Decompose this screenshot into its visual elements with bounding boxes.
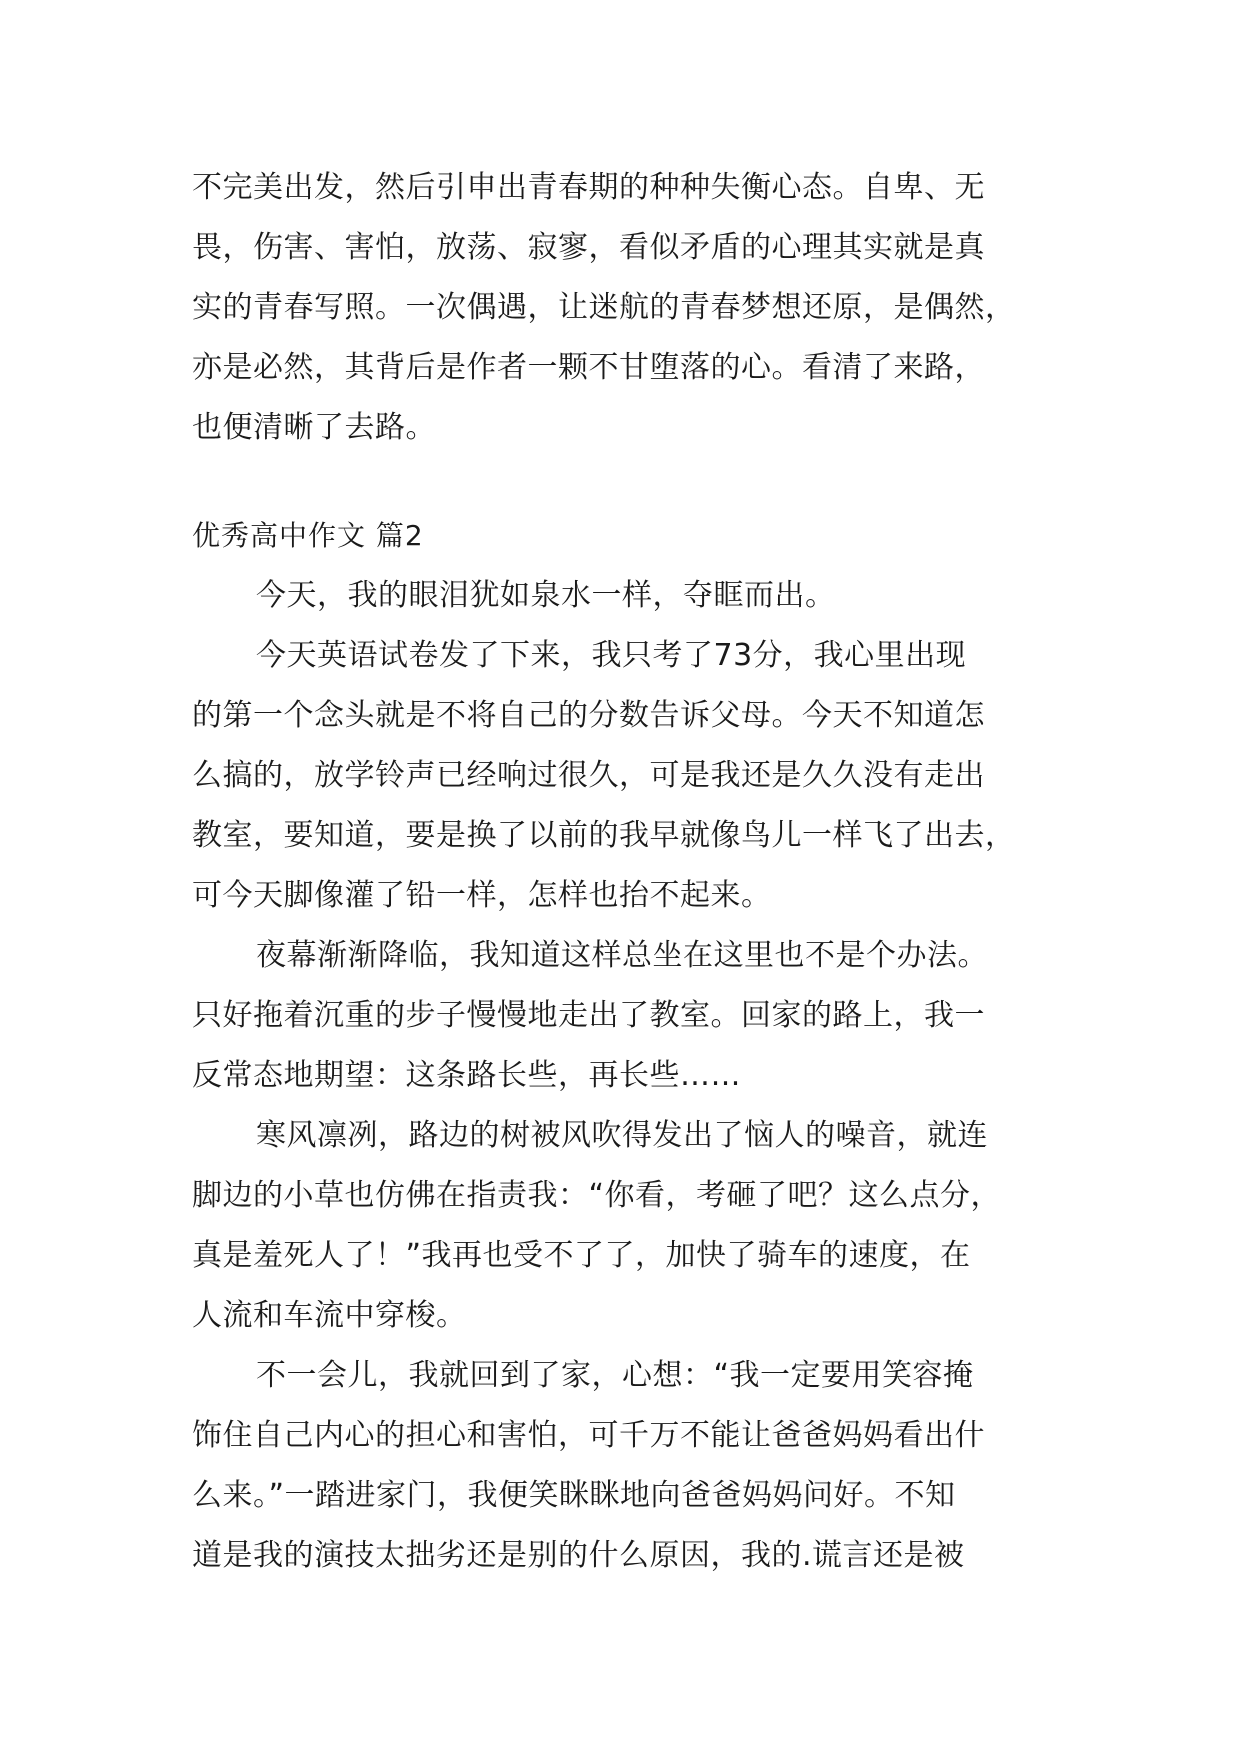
text-line: 不完美出发，然后引申出青春期的种种失衡心态。自卑、无 xyxy=(192,170,985,205)
text-line: 饰住自己内心的担心和害怕，可千万不能让爸爸妈妈看出什 xyxy=(192,1418,985,1453)
paragraph-first-line: 今天，我的眼泪犹如泉水一样，夺眶而出。 xyxy=(256,578,836,613)
section-heading: 优秀高中作文 篇2 xyxy=(192,519,424,552)
text-line: 可今天脚像灌了铅一样，怎样也抬不起来。 xyxy=(192,878,772,913)
paragraph-first-line: 今天英语试卷发了下来，我只考了73分，我心里出现 xyxy=(256,638,967,673)
text-line: 道是我的演技太拙劣还是别的什么原因，我的.谎言还是被 xyxy=(192,1538,965,1573)
text-line: 真是羞死人了！”我再也受不了了，加快了骑车的速度，在 xyxy=(192,1238,971,1273)
text-line: 只好拖着沉重的步子慢慢地走出了教室。回家的路上，我一 xyxy=(192,998,985,1033)
text-line: 人流和车流中穿梭。 xyxy=(192,1298,467,1333)
text-line: 也便清晰了去路。 xyxy=(192,410,436,445)
text-line: 反常态地期望：这条路长些，再长些…… xyxy=(192,1058,741,1093)
text-line: 亦是必然，其背后是作者一颗不甘堕落的心。看清了来路， xyxy=(192,350,985,385)
paragraph-first-line: 寒风凛冽，路边的树被风吹得发出了恼人的噪音，就连 xyxy=(256,1118,988,1153)
text-line: 教室，要知道，要是换了以前的我早就像鸟儿一样飞了出去， xyxy=(192,818,1016,853)
text-line: 畏，伤害、害怕，放荡、寂寥，看似矛盾的心理其实就是真 xyxy=(192,230,985,265)
text-line: 么来。”一踏进家门，我便笑眯眯地向爸爸妈妈问好。不知 xyxy=(192,1478,956,1513)
text-line: 脚边的小草也仿佛在指责我：“你看，考砸了吧？这么点分， xyxy=(192,1178,1002,1213)
paragraph-first-line: 夜幕渐渐降临，我知道这样总坐在这里也不是个办法。 xyxy=(256,938,988,973)
paragraph-first-line: 不一会儿，我就回到了家，心想：“我一定要用笑容掩 xyxy=(256,1358,974,1393)
text-line: 实的青春写照。一次偶遇，让迷航的青春梦想还原，是偶然， xyxy=(192,290,1016,325)
text-line: 的第一个念头就是不将自己的分数告诉父母。今天不知道怎 xyxy=(192,698,985,733)
text-line: 么搞的，放学铃声已经响过很久，可是我还是久久没有走出 xyxy=(192,758,985,793)
